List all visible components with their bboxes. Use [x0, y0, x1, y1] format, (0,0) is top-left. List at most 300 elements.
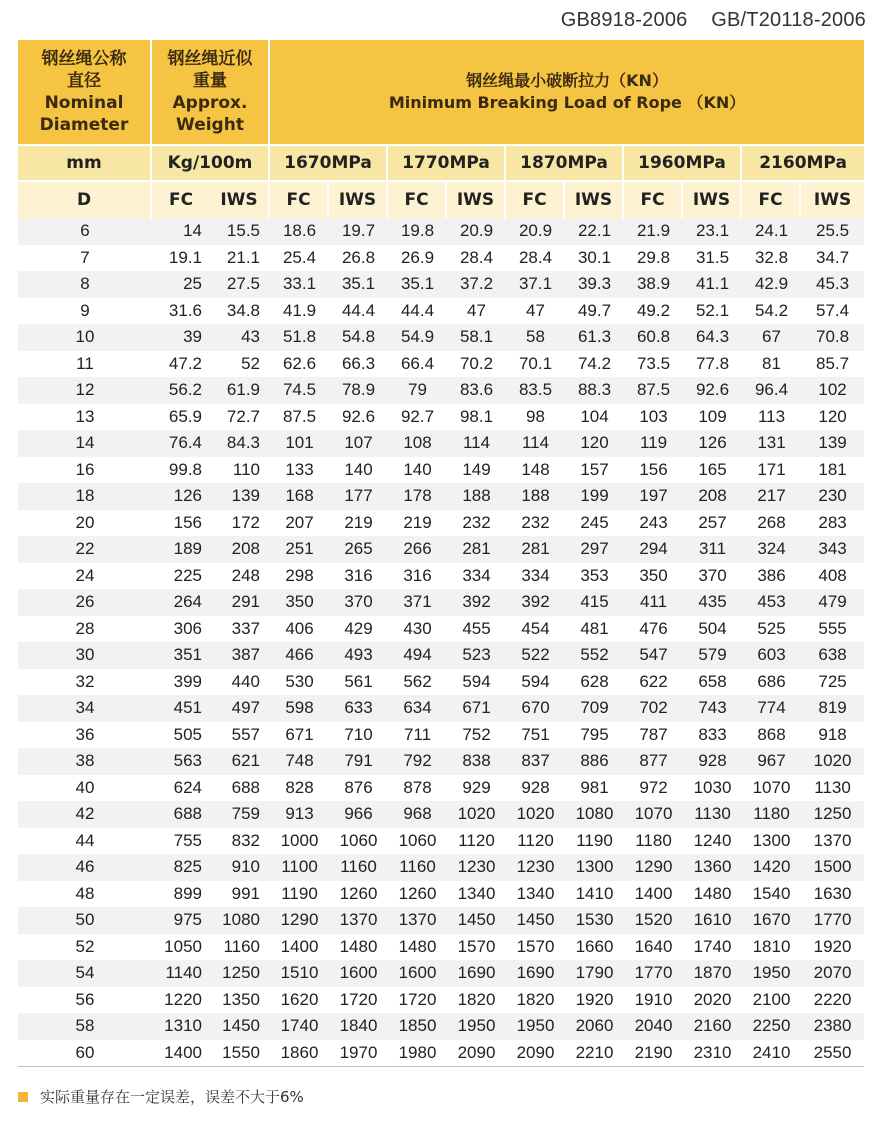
cell-load-1870-fc: 58 — [506, 324, 565, 351]
cell-load-1870-iws: 2210 — [565, 1040, 624, 1068]
sub-weight-fc: FC — [168, 190, 194, 210]
cell-load-2160-iws: 2550 — [801, 1040, 864, 1068]
header-min-breaking-load — [270, 40, 864, 144]
grade-2160: 2160MPa — [742, 144, 864, 180]
cell-load-1960-iws: 64.3 — [683, 324, 742, 351]
cell-load-1770-fc: 1480 — [388, 934, 447, 961]
cell-load-1870-fc: 594 — [506, 669, 565, 696]
cell-load-1670-iws: 44.4 — [329, 298, 388, 325]
cell-load-1770-fc: 430 — [388, 616, 447, 643]
cell-load-1670-iws: 19.7 — [329, 218, 388, 245]
sub-2160-iws: IWS — [801, 180, 864, 218]
cell-load-2160-iws: 57.4 — [801, 298, 864, 325]
cell-load-1670-fc: 350 — [270, 589, 329, 616]
cell-load-1670-iws: 1720 — [329, 987, 388, 1014]
table-row — [18, 245, 864, 272]
cell-weight-pair — [152, 854, 270, 881]
cell-load-1770-iws: 334 — [447, 563, 506, 590]
cell-load-1870-iws: 981 — [565, 775, 624, 802]
cell-weight-pair — [152, 404, 270, 431]
sub-1960-iws: IWS — [683, 180, 742, 218]
cell-load-1770-fc: 1720 — [388, 987, 447, 1014]
cell-load-1960-iws: 77.8 — [683, 351, 742, 378]
cell-weight-pair — [152, 722, 270, 749]
cell-load-1870-fc: 70.1 — [506, 351, 565, 378]
cell-load-1870-iws: 709 — [565, 695, 624, 722]
cell-diameter: 46 — [18, 854, 152, 881]
cell-load-1670-fc: 33.1 — [270, 271, 329, 298]
table-row — [18, 563, 864, 590]
cell-load-2160-iws: 479 — [801, 589, 864, 616]
cell-load-1670-iws: 561 — [329, 669, 388, 696]
cell-load-1670-iws: 633 — [329, 695, 388, 722]
cell-load-1960-fc: 21.9 — [624, 218, 683, 245]
cell-load-1670-iws: 1060 — [329, 828, 388, 855]
cell-diameter: 50 — [18, 907, 152, 934]
cell-weight-iws: 291 — [231, 592, 260, 612]
cell-load-2160-iws: 725 — [801, 669, 864, 696]
cell-load-1870-iws: 1660 — [565, 934, 624, 961]
table-row — [18, 775, 864, 802]
weight-core-cells — [152, 180, 270, 218]
cell-load-1670-fc: 1860 — [270, 1040, 329, 1068]
cell-load-1670-iws: 26.8 — [329, 245, 388, 272]
sub-1870-fc: FC — [506, 180, 565, 218]
cell-load-1770-iws: 1020 — [447, 801, 506, 828]
cell-weight-iws: 139 — [231, 486, 260, 506]
cell-load-1770-iws: 83.6 — [447, 377, 506, 404]
cell-weight-fc: 1140 — [165, 963, 202, 983]
mbl-cn-label: 钢丝绳最小破断拉力（KN） — [466, 71, 668, 90]
cell-load-1770-iws: 1820 — [447, 987, 506, 1014]
sub-d: D — [18, 180, 152, 218]
cell-load-1770-fc: 494 — [388, 642, 447, 669]
cell-load-1770-fc: 54.9 — [388, 324, 447, 351]
cell-load-1960-fc: 1640 — [624, 934, 683, 961]
cell-weight-pair — [152, 457, 270, 484]
cell-weight-fc: 47.2 — [168, 353, 202, 373]
cell-load-1670-fc: 913 — [270, 801, 329, 828]
cell-load-1770-iws: 70.2 — [447, 351, 506, 378]
cell-load-1870-fc: 148 — [506, 457, 565, 484]
cell-load-1670-iws: 92.6 — [329, 404, 388, 431]
cell-weight-fc: 39 — [183, 327, 202, 347]
cell-load-1870-iws: 245 — [565, 510, 624, 537]
cell-load-1960-iws: 2310 — [683, 1040, 742, 1068]
cell-diameter: 32 — [18, 669, 152, 696]
cell-weight-fc: 25 — [183, 274, 202, 294]
cell-load-1670-iws: 78.9 — [329, 377, 388, 404]
bullet-square-icon — [18, 1092, 28, 1102]
cell-load-1870-fc: 1340 — [506, 881, 565, 908]
cell-weight-fc: 351 — [173, 645, 202, 665]
table-row — [18, 695, 864, 722]
cell-weight-iws: 84.3 — [226, 433, 260, 453]
cell-load-1960-fc: 38.9 — [624, 271, 683, 298]
cell-weight-fc: 1310 — [164, 1016, 202, 1036]
cell-load-1870-iws: 1920 — [565, 987, 624, 1014]
cell-load-1770-fc: 266 — [388, 536, 447, 563]
cell-load-1960-fc: 73.5 — [624, 351, 683, 378]
cell-load-1960-iws: 504 — [683, 616, 742, 643]
cell-load-1770-fc: 140 — [388, 457, 447, 484]
cell-weight-pair — [152, 669, 270, 696]
cell-load-1870-fc: 454 — [506, 616, 565, 643]
grade-1770: 1770MPa — [388, 144, 506, 180]
cell-load-2160-iws: 638 — [801, 642, 864, 669]
cell-load-2160-iws: 2220 — [801, 987, 864, 1014]
cell-weight-iws: 1160 — [223, 936, 260, 956]
cell-load-1960-fc: 29.8 — [624, 245, 683, 272]
diameter-cn-label: 钢丝绳公称直径 — [41, 49, 127, 91]
cell-load-1670-iws: 1480 — [329, 934, 388, 961]
cell-load-1960-iws: 928 — [683, 748, 742, 775]
table-row — [18, 907, 864, 934]
cell-load-2160-fc: 81 — [742, 351, 801, 378]
cell-load-1960-fc: 243 — [624, 510, 683, 537]
cell-diameter: 38 — [18, 748, 152, 775]
cell-weight-pair — [152, 483, 270, 510]
cell-diameter: 26 — [18, 589, 152, 616]
cell-weight-pair — [152, 563, 270, 590]
sub-1670-fc: FC — [270, 180, 329, 218]
sub-1870-iws: IWS — [565, 180, 624, 218]
cell-load-2160-fc: 686 — [742, 669, 801, 696]
cell-load-1670-iws: 370 — [329, 589, 388, 616]
table-row — [18, 1013, 864, 1040]
cell-load-1870-iws: 886 — [565, 748, 624, 775]
cell-load-1870-fc: 1120 — [506, 828, 565, 855]
cell-load-1670-fc: 828 — [270, 775, 329, 802]
cell-load-2160-fc: 32.8 — [742, 245, 801, 272]
cell-load-2160-iws: 1370 — [801, 828, 864, 855]
cell-load-1670-fc: 671 — [270, 722, 329, 749]
cell-diameter: 44 — [18, 828, 152, 855]
cell-load-1670-iws: 66.3 — [329, 351, 388, 378]
cell-load-1770-iws: 752 — [447, 722, 506, 749]
cell-load-1670-fc: 1740 — [270, 1013, 329, 1040]
cell-diameter: 24 — [18, 563, 152, 590]
cell-weight-iws: 440 — [231, 671, 260, 691]
table-row — [18, 669, 864, 696]
cell-weight-fc: 264 — [173, 592, 202, 612]
cell-load-1770-fc: 634 — [388, 695, 447, 722]
cell-load-2160-fc: 386 — [742, 563, 801, 590]
cell-load-1870-iws: 1790 — [565, 960, 624, 987]
cell-load-1670-fc: 41.9 — [270, 298, 329, 325]
cell-load-1670-iws: 966 — [329, 801, 388, 828]
cell-diameter: 13 — [18, 404, 152, 431]
cell-load-1770-iws: 58.1 — [447, 324, 506, 351]
cell-weight-pair — [152, 271, 270, 298]
cell-load-1770-fc: 66.4 — [388, 351, 447, 378]
cell-weight-fc: 505 — [173, 724, 202, 744]
cell-load-1770-fc: 92.7 — [388, 404, 447, 431]
cell-load-1670-fc: 251 — [270, 536, 329, 563]
cell-load-2160-fc: 1300 — [742, 828, 801, 855]
cell-load-1870-iws: 1410 — [565, 881, 624, 908]
cell-load-1870-fc: 392 — [506, 589, 565, 616]
cell-load-1960-iws: 109 — [683, 404, 742, 431]
cell-load-1870-iws: 297 — [565, 536, 624, 563]
standard-gb8918: GB8918-2006 — [560, 9, 688, 31]
cell-diameter: 58 — [18, 1013, 152, 1040]
cell-load-2160-fc: 131 — [742, 430, 801, 457]
cell-weight-fc: 688 — [173, 804, 202, 824]
cell-load-1770-fc: 19.8 — [388, 218, 447, 245]
cell-load-1770-fc: 1600 — [388, 960, 447, 987]
cell-weight-pair — [152, 695, 270, 722]
cell-load-1770-iws: 47 — [447, 298, 506, 325]
cell-diameter: 11 — [18, 351, 152, 378]
cell-load-1960-fc: 60.8 — [624, 324, 683, 351]
sub-1670-iws: IWS — [329, 180, 388, 218]
table-row — [18, 1040, 864, 1068]
cell-weight-iws: 497 — [231, 698, 260, 718]
cell-load-1770-fc: 1980 — [388, 1040, 447, 1068]
cell-load-1670-fc: 74.5 — [270, 377, 329, 404]
cell-load-1670-fc: 530 — [270, 669, 329, 696]
cell-weight-fc: 451 — [173, 698, 202, 718]
cell-load-1870-iws: 1190 — [565, 828, 624, 855]
cell-diameter: 52 — [18, 934, 152, 961]
cell-load-1670-iws: 107 — [329, 430, 388, 457]
weight-en-label-1: Approx. — [172, 93, 248, 113]
cell-weight-pair — [152, 1040, 270, 1068]
cell-weight-fc: 99.8 — [168, 459, 202, 479]
cell-load-1870-iws: 628 — [565, 669, 624, 696]
cell-weight-iws: 688 — [231, 777, 260, 797]
cell-load-1770-iws: 1340 — [447, 881, 506, 908]
unit-weight: Kg/100m — [152, 144, 270, 180]
cell-load-1770-iws: 1120 — [447, 828, 506, 855]
standard-gbt20118: GB/T20118-2006 — [711, 9, 866, 31]
cell-load-1670-fc: 466 — [270, 642, 329, 669]
cell-load-1960-fc: 972 — [624, 775, 683, 802]
cell-load-1870-iws: 415 — [565, 589, 624, 616]
cell-load-1960-fc: 1770 — [624, 960, 683, 987]
header-nominal-diameter — [18, 40, 152, 144]
cell-load-1770-iws: 1450 — [447, 907, 506, 934]
cell-load-1960-fc: 1400 — [624, 881, 683, 908]
cell-load-2160-iws: 1020 — [801, 748, 864, 775]
cell-load-1960-fc: 1910 — [624, 987, 683, 1014]
table-row — [18, 271, 864, 298]
cell-load-1870-fc: 20.9 — [506, 218, 565, 245]
cell-load-1960-fc: 1180 — [624, 828, 683, 855]
cell-weight-pair — [152, 801, 270, 828]
cell-load-1770-iws: 37.2 — [447, 271, 506, 298]
cell-load-1870-iws: 1080 — [565, 801, 624, 828]
sub-1770-fc: FC — [388, 180, 447, 218]
cell-load-1670-fc: 133 — [270, 457, 329, 484]
cell-load-1670-iws: 1370 — [329, 907, 388, 934]
cell-weight-fc: 31.6 — [168, 300, 202, 320]
cell-load-2160-fc: 24.1 — [742, 218, 801, 245]
table-row — [18, 854, 864, 881]
cell-diameter: 16 — [18, 457, 152, 484]
cell-load-2160-iws: 181 — [801, 457, 864, 484]
cell-load-1670-fc: 87.5 — [270, 404, 329, 431]
cell-load-1870-fc: 281 — [506, 536, 565, 563]
cell-load-2160-iws: 918 — [801, 722, 864, 749]
cell-load-1870-fc: 751 — [506, 722, 565, 749]
cell-load-2160-fc: 603 — [742, 642, 801, 669]
cell-weight-fc: 1220 — [164, 989, 202, 1009]
cell-load-1670-fc: 1000 — [270, 828, 329, 855]
cell-weight-fc: 755 — [173, 830, 202, 850]
cell-weight-fc: 189 — [173, 539, 202, 559]
cell-diameter: 14 — [18, 430, 152, 457]
cell-weight-fc: 399 — [173, 671, 202, 691]
unit-mm: mm — [18, 144, 152, 180]
cell-load-1670-iws: 316 — [329, 563, 388, 590]
cell-load-1770-iws: 2090 — [447, 1040, 506, 1068]
cell-load-1770-iws: 28.4 — [447, 245, 506, 272]
cell-load-1770-iws: 594 — [447, 669, 506, 696]
cell-weight-iws: 27.5 — [226, 274, 260, 294]
cell-load-1670-iws: 429 — [329, 616, 388, 643]
mbl-en-label: Minimum Breaking Load of Rope （KN） — [388, 93, 746, 112]
cell-load-1870-fc: 28.4 — [506, 245, 565, 272]
cell-load-1770-iws: 188 — [447, 483, 506, 510]
cell-weight-pair — [152, 828, 270, 855]
cell-load-2160-fc: 67 — [742, 324, 801, 351]
cell-load-1960-iws: 370 — [683, 563, 742, 590]
cell-weight-iws: 208 — [231, 539, 260, 559]
breaking-load-table — [18, 40, 864, 1067]
cell-load-1670-fc: 101 — [270, 430, 329, 457]
table-row — [18, 801, 864, 828]
cell-load-1960-fc: 547 — [624, 642, 683, 669]
cell-load-1670-iws: 493 — [329, 642, 388, 669]
cell-diameter: 6 — [18, 218, 152, 245]
cell-load-1670-fc: 62.6 — [270, 351, 329, 378]
cell-load-1670-fc: 1620 — [270, 987, 329, 1014]
cell-weight-fc: 1050 — [164, 936, 202, 956]
cell-load-1770-fc: 44.4 — [388, 298, 447, 325]
cell-weight-pair — [152, 589, 270, 616]
cell-load-1960-iws: 1360 — [683, 854, 742, 881]
cell-load-1870-iws: 353 — [565, 563, 624, 590]
cell-weight-pair — [152, 642, 270, 669]
cell-load-1870-fc: 83.5 — [506, 377, 565, 404]
cell-weight-fc: 14 — [183, 221, 202, 241]
table-row — [18, 298, 864, 325]
cell-load-2160-iws: 1250 — [801, 801, 864, 828]
sub-1770-iws: IWS — [447, 180, 506, 218]
cell-weight-pair — [152, 536, 270, 563]
cell-load-1770-fc: 1060 — [388, 828, 447, 855]
cell-load-1770-fc: 219 — [388, 510, 447, 537]
table-row — [18, 616, 864, 643]
cell-load-1960-iws: 658 — [683, 669, 742, 696]
cell-load-1960-fc: 294 — [624, 536, 683, 563]
standards-references — [543, 9, 866, 32]
cell-weight-pair — [152, 377, 270, 404]
cell-weight-pair — [152, 510, 270, 537]
cell-weight-fc: 19.1 — [168, 247, 202, 267]
cell-load-1870-iws: 88.3 — [565, 377, 624, 404]
cell-load-1960-iws: 41.1 — [683, 271, 742, 298]
cell-load-1960-fc: 1070 — [624, 801, 683, 828]
cell-weight-pair — [152, 218, 270, 245]
cell-load-1670-fc: 207 — [270, 510, 329, 537]
cell-weight-fc: 56.2 — [168, 380, 202, 400]
cell-weight-iws: 759 — [231, 804, 260, 824]
table-row — [18, 748, 864, 775]
weight-en-label-2: Weight — [176, 115, 244, 135]
cell-load-1670-iws: 791 — [329, 748, 388, 775]
cell-load-2160-iws: 34.7 — [801, 245, 864, 272]
cell-weight-iws: 387 — [231, 645, 260, 665]
cell-load-1960-iws: 1030 — [683, 775, 742, 802]
cell-load-1770-iws: 232 — [447, 510, 506, 537]
cell-load-1670-fc: 1190 — [270, 881, 329, 908]
cell-load-1670-fc: 1510 — [270, 960, 329, 987]
cell-load-1670-iws: 177 — [329, 483, 388, 510]
cell-load-1670-iws: 1260 — [329, 881, 388, 908]
cell-load-1960-iws: 208 — [683, 483, 742, 510]
cell-weight-iws: 1350 — [222, 989, 260, 1009]
cell-load-1770-iws: 1570 — [447, 934, 506, 961]
cell-load-1960-iws: 311 — [683, 536, 742, 563]
cell-diameter: 8 — [18, 271, 152, 298]
cell-load-1960-iws: 31.5 — [683, 245, 742, 272]
cell-weight-iws: 832 — [231, 830, 260, 850]
cell-load-1770-fc: 1160 — [388, 854, 447, 881]
cell-load-1670-iws: 54.8 — [329, 324, 388, 351]
cell-load-1770-iws: 455 — [447, 616, 506, 643]
header-row-units — [18, 144, 864, 180]
cell-load-1960-iws: 743 — [683, 695, 742, 722]
cell-weight-iws: 337 — [231, 618, 260, 638]
table-row — [18, 642, 864, 669]
cell-weight-pair — [152, 430, 270, 457]
cell-load-2160-fc: 774 — [742, 695, 801, 722]
cell-load-1770-fc: 178 — [388, 483, 447, 510]
cell-load-1770-fc: 79 — [388, 377, 447, 404]
cell-load-1870-iws: 795 — [565, 722, 624, 749]
cell-load-1960-iws: 92.6 — [683, 377, 742, 404]
cell-load-2160-iws: 120 — [801, 404, 864, 431]
cell-load-2160-iws: 2380 — [801, 1013, 864, 1040]
cell-load-2160-iws: 139 — [801, 430, 864, 457]
cell-load-2160-iws: 283 — [801, 510, 864, 537]
cell-load-1960-fc: 476 — [624, 616, 683, 643]
cell-load-1670-fc: 598 — [270, 695, 329, 722]
cell-load-1670-iws: 1840 — [329, 1013, 388, 1040]
cell-load-1670-fc: 25.4 — [270, 245, 329, 272]
cell-load-1770-fc: 1370 — [388, 907, 447, 934]
cell-load-1870-fc: 1230 — [506, 854, 565, 881]
sub-weight-iws: IWS — [220, 190, 258, 210]
table-row — [18, 722, 864, 749]
cell-diameter: 54 — [18, 960, 152, 987]
cell-load-1960-fc: 2040 — [624, 1013, 683, 1040]
cell-load-1770-iws: 98.1 — [447, 404, 506, 431]
cell-load-2160-iws: 45.3 — [801, 271, 864, 298]
cell-load-1770-iws: 20.9 — [447, 218, 506, 245]
cell-load-1870-fc: 1020 — [506, 801, 565, 828]
cell-load-1960-iws: 1130 — [683, 801, 742, 828]
cell-load-1960-fc: 156 — [624, 457, 683, 484]
table-row — [18, 483, 864, 510]
cell-load-1870-fc: 37.1 — [506, 271, 565, 298]
cell-load-1770-fc: 316 — [388, 563, 447, 590]
cell-load-2160-iws: 25.5 — [801, 218, 864, 245]
grade-1670: 1670MPa — [270, 144, 388, 180]
